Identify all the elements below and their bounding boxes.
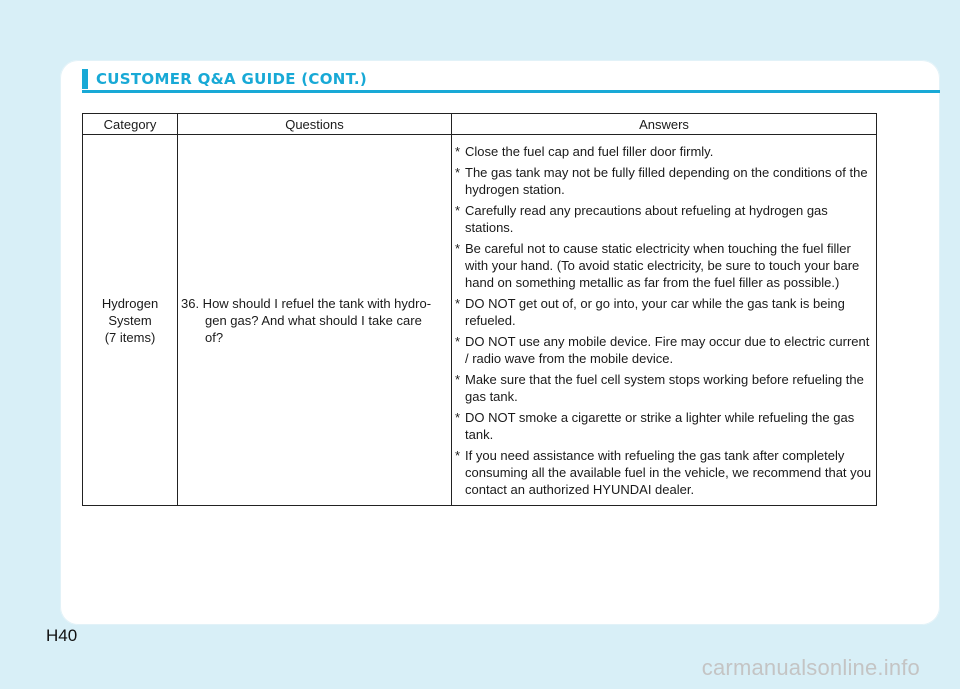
answer-text: DO NOT use any mobile device. Fire may occur due to electric current / radio wave from the mobile device. [465,334,870,366]
section-header [82,69,940,89]
answer-text: DO NOT get out of, or go into, your car while the gas tank is being refueled. [465,296,845,328]
answer-item [455,295,872,329]
category-line: System [108,312,152,328]
bullet-mark: * [455,448,461,463]
answer-text: Be careful not to cause static electricity when touching the fuel filler with your hand. (To avoid static electricity, be sure to touch your bare hand on something metallic as far from the fuel filler as possible.) [465,241,860,290]
answer-text: Carefully read any precautions about refueling at hydrogen gas stations. [465,203,828,235]
answer-item [455,447,872,498]
answer-item [455,409,872,443]
header-underline [82,90,940,93]
bullet-mark: * [455,241,461,256]
answer-item [455,143,872,160]
answer-item [455,240,872,291]
section-title: CUSTOMER Q&A GUIDE (CONT.) [96,70,368,88]
bullet-mark: * [455,296,461,311]
category-cell [83,135,178,506]
category-line: Hydrogen [101,295,159,311]
category-count: (7 items) [104,329,156,345]
answer-cell [452,135,877,506]
question-cell [178,135,452,506]
qa-table [82,113,877,506]
bullet-mark: * [455,144,461,159]
column-header-answers: Answers [452,114,877,135]
question-text: 36. How should I refuel the tank with hydro-gen gas? And what should I take care of? [181,295,432,345]
column-header-questions: Questions [178,114,452,135]
answer-item [455,164,872,198]
answer-text: Close the fuel cap and fuel filler door firmly. [465,144,714,159]
page-number: H40 [46,626,78,645]
table-row [83,135,877,506]
answer-text: If you need assistance with refueling the gas tank after completely consuming all the available fuel in the vehicle, we recommend that you contact an authorized HYUNDAI dealer. [465,448,872,497]
bullet-mark: * [455,410,461,425]
bullet-mark: * [455,203,461,218]
watermark: carmanualsonline.info [701,655,920,680]
header-accent-bar [82,69,88,89]
column-header-category: Category [83,114,178,135]
answer-item [455,202,872,236]
answer-item [455,333,872,367]
bullet-mark: * [455,334,461,349]
answer-item [455,371,872,405]
answer-text: DO NOT smoke a cigarette or strike a lighter while refueling the gas tank. [465,410,855,442]
bullet-mark: * [455,165,461,180]
table-header-row [83,114,877,135]
answer-text: The gas tank may not be fully filled depending on the conditions of the hydrogen station. [465,165,868,197]
answer-text: Make sure that the fuel cell system stops working before refueling the gas tank. [465,372,864,404]
bullet-mark: * [455,372,461,387]
